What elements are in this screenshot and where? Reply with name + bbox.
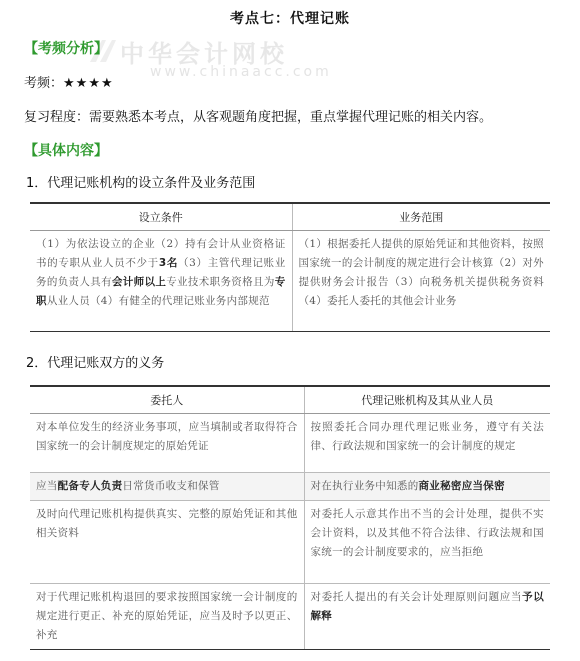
table-row	[30, 231, 550, 332]
frequency-label: 考频：	[24, 76, 64, 91]
table-row	[30, 473, 550, 501]
cell-text: 按照委托合同办理代理记账业务，遵守有关法律、行政法规和国家统一的会计制度的规定	[310, 421, 544, 452]
table-cell	[304, 473, 550, 501]
table-header-cell: 设立条件	[30, 203, 292, 231]
emphasis-text: 商业秘密应当保密	[418, 480, 505, 492]
table-row	[30, 414, 550, 473]
cell-text: 应当	[36, 480, 58, 492]
table-cell	[30, 501, 304, 584]
section1-table	[30, 202, 550, 332]
table-header-row	[30, 203, 550, 231]
star-rating-icon: ★★★★	[63, 76, 114, 91]
cell-text: 对于代理记账机构退回的要求按照国家统一会计制度的规定进行更正、补充的原始凭证，应当及时予以更正、补充	[36, 591, 298, 641]
cell-text: （1）为依法设立的企业（2）持有会计从业资格证书的专职从业人员不少于	[36, 238, 286, 269]
emphasis-text: 配备专人负责	[57, 480, 123, 492]
table-row	[30, 501, 550, 584]
table-cell	[304, 501, 550, 584]
cell-text: 日常货币收支和保管	[122, 480, 220, 492]
table-header-cell: 委托人	[30, 386, 304, 414]
section2-table	[30, 385, 550, 650]
cell-text: 专业技术职务资格且为	[166, 276, 275, 288]
table-header-cell: 业务范围	[292, 203, 550, 231]
emphasis-text: 3名	[158, 257, 179, 269]
emphasis-text: 专职	[36, 276, 286, 307]
page-title: 考点七：代理记账	[230, 11, 350, 27]
analysis-heading: 【考频分析】	[24, 41, 108, 57]
table-header-cell: 代理记账机构及其从业人员	[304, 386, 550, 414]
cell-text: 对在执行业务中知悉的	[310, 480, 419, 492]
emphasis-text: 予以解释	[310, 591, 544, 622]
cell-text: 对本单位发生的经济业务事项，应当填制或者取得符合国家统一的会计制度规定的原始凭证	[36, 421, 298, 452]
watermark-text: 中华会计网校	[120, 40, 288, 68]
cell-text: 及时向代理记账机构提供真实、完整的原始凭证和其他相关资料	[36, 508, 298, 539]
cell-text: 从业人员（4）有健全的代理记账业务内部规范	[46, 295, 270, 307]
emphasis-text: 会计师以上	[111, 276, 167, 288]
table-cell	[30, 414, 304, 473]
review-level: 复习程度：需要熟悉本考点，从客观题角度把握，重点掌握代理记账的相关内容。	[24, 110, 493, 125]
cell-text: （1）根据委托人提供的原始凭证和其他资料，按照国家统一的会计制度的规定进行会计核算（2）对外提供财务会计报告（3）向税务机关提供税务资料（4）委托人委托的其他会计业务	[298, 238, 544, 307]
cell-text: （3）主管代理记账业务的负责人具有	[36, 257, 286, 288]
table-header-row	[30, 386, 550, 414]
table-cell	[292, 231, 550, 332]
content-heading: 【具体内容】	[24, 143, 108, 159]
cell-text: 对委托人提出的有关会计处理原则问题应当	[310, 591, 523, 603]
table-cell	[30, 473, 304, 501]
section1-title: 1．代理记账机构的设立条件及业务范围	[26, 176, 256, 191]
table-row	[30, 584, 550, 650]
table-cell	[30, 584, 304, 650]
analysis-heading-text: 考频分析	[38, 41, 94, 57]
content-heading-text: 具体内容	[38, 143, 94, 159]
table-cell	[304, 584, 550, 650]
watermark-url: www.chinaacc.com	[150, 64, 332, 80]
table-cell	[30, 231, 292, 332]
frequency-line	[24, 72, 114, 91]
section2-title: 2．代理记账双方的义务	[26, 356, 165, 371]
cell-text: 对委托人示意其作出不当的会计处理，提供不实会计资料，以及其他不符合法律、行政法规和国家统一的会计制度要求的，应当拒绝	[310, 508, 544, 558]
table-cell	[304, 414, 550, 473]
